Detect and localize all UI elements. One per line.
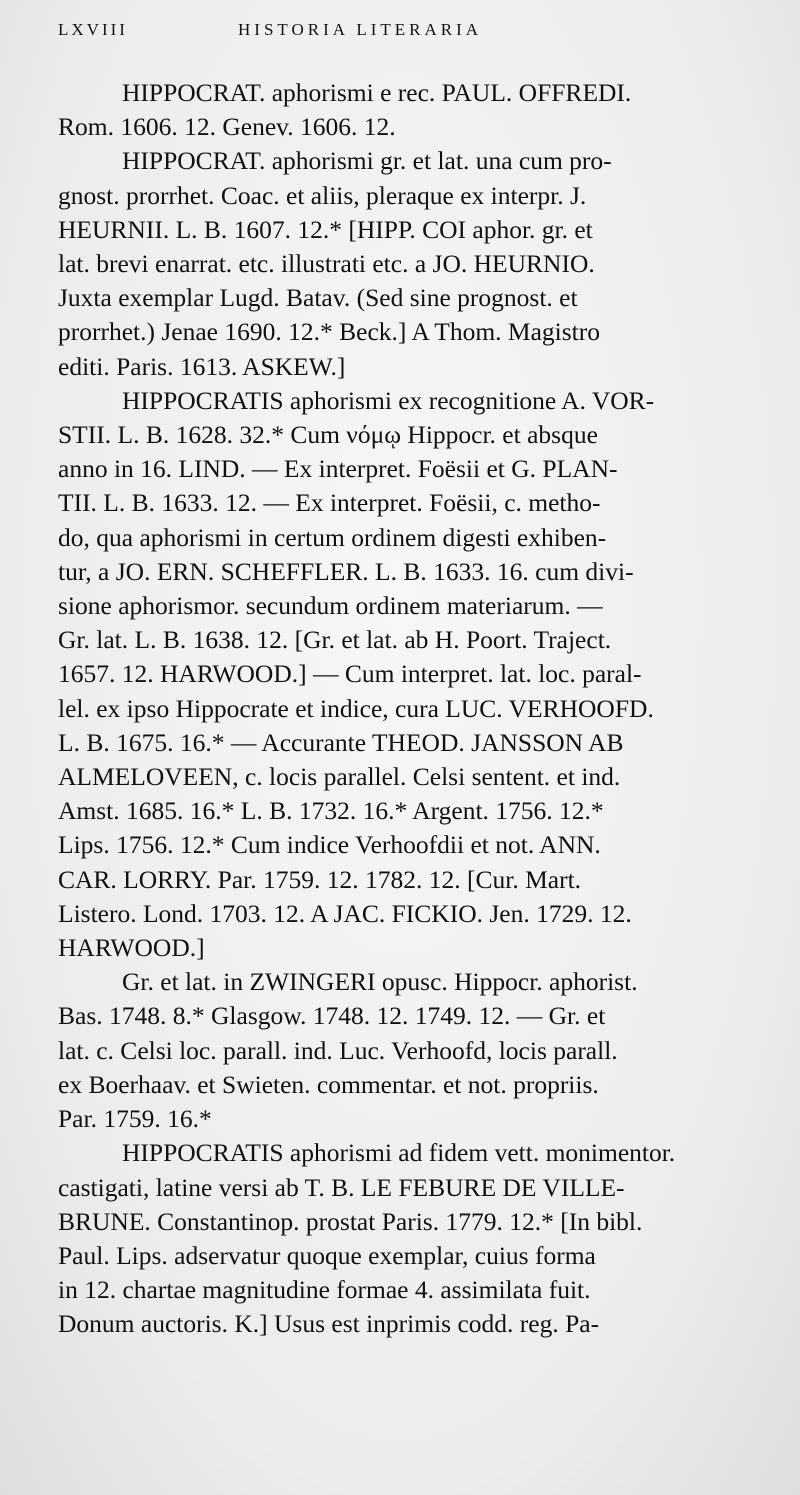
text-line: Juxta exemplar Lugd. Batav. (Sed sine prognost. et [58,283,578,313]
text-line: in 12. chartae magnitudine formae 4. assimilata fuit. [58,1275,591,1305]
text-line: do, qua aphorismi in certum ordinem digesti exhiben- [58,522,607,552]
text-line: HEURNII. L. B. 1607. 12.* [HIPP. COI aphor. gr. et [58,214,593,244]
entry-paragraph-2 [58,144,760,383]
entry-paragraph-1 [58,76,760,144]
text-line: HIPPOCRAT. aphorismi gr. et lat. una cum pro- [122,146,612,176]
text-line: CAR. LORRY. Par. 1759. 12. 1782. 12. [Cur. Mart. [58,864,582,894]
text-line: TII. L. B. 1633. 12. — Ex interpret. Foësii, c. metho- [58,488,601,518]
text-line: anno in 16. LIND. — Ex interpret. Foësii et G. PLAN- [58,454,618,484]
text-line: HIPPOCRATIS aphorismi ex recognitione A. VOR- [122,385,655,415]
text-line: castigati, latine versi ab T. B. LE FEBURE DE VILLE- [58,1172,625,1202]
running-head [58,20,760,40]
page-folio: LXVIII [58,20,128,39]
text-line: HIPPOCRATIS aphorismi ad fidem vett. monimentor. [122,1138,676,1168]
text-line: lel. ex ipso Hippocrate et indice, cura LUC. VERHOOFD. [58,693,654,723]
text-line: STII. L. B. 1628. 32.* Cum νόμῳ Hippocr. et absque [58,420,598,450]
text-line: tur, a JO. ERN. SCHEFFLER. L. B. 1633. 16. cum divi- [58,556,634,586]
text-line: Amst. 1685. 16.* L. B. 1732. 16.* Argent. 1756. 12.* [58,796,604,826]
text-line: lat. c. Celsi loc. parall. ind. Luc. Verhoofd, locis parall. [58,1035,618,1065]
text-line: Gr. et lat. in ZWINGERI opusc. Hippocr. aphorist. [122,967,638,997]
text-line: sione aphorismor. secundum ordinem materiarum. — [58,591,603,621]
text-line: BRUNE. Constantinop. prostat Paris. 1779. 12.* [In bibl. [58,1206,643,1236]
text-line: Donum auctoris. K.] Usus est inprimis codd. reg. Pa- [58,1309,600,1339]
text-line: Par. 1759. 16.* [58,1104,212,1134]
text-line: Paul. Lips. adservatur quoque exemplar, cuius forma [58,1240,596,1270]
text-line: HARWOOD.] [58,933,205,963]
text-line: ALMELOVEEN, c. locis parallel. Celsi sentent. et ind. [58,762,621,792]
text-line: 1657. 12. HARWOOD.] — Cum interpret. lat. loc. paral- [58,659,642,689]
text-line: Gr. lat. L. B. 1638. 12. [Gr. et lat. ab H. Poort. Traject. [58,625,612,655]
text-line: ex Boerhaav. et Swieten. commentar. et not. propriis. [58,1069,599,1099]
entry-paragraph-3 [58,384,760,965]
text-line: lat. brevi enarrat. etc. illustrati etc. a JO. HEURNIO. [58,249,595,279]
text-line: gnost. prorrhet. Coac. et aliis, pleraque ex interpr. J. [58,180,587,210]
page-body [58,76,760,1342]
text-line: HIPPOCRAT. aphorismi e rec. PAUL. OFFREDI. [122,78,632,107]
text-line: Listero. Lond. 1703. 12. A JAC. FICKIO. Jen. 1729. 12. [58,898,632,928]
text-line: L. B. 1675. 16.* — Accurante THEOD. JANSSON AB [58,727,624,757]
entry-paragraph-4 [58,965,760,1136]
running-title: HISTORIA LITERARIA [238,20,483,39]
entry-paragraph-5 [58,1136,760,1341]
text-line: prorrhet.) Jenae 1690. 12.* Beck.] A Thom. Magistro [58,317,601,347]
text-line: editi. Paris. 1613. ASKEW.] [58,351,346,381]
text-line: Bas. 1748. 8.* Glasgow. 1748. 12. 1749. 12. — Gr. et [58,1001,606,1031]
text-line: Lips. 1756. 12.* Cum indice Verhoofdii et not. ANN. [58,830,601,860]
text-line: Rom. 1606. 12. Genev. 1606. 12. [58,112,396,142]
